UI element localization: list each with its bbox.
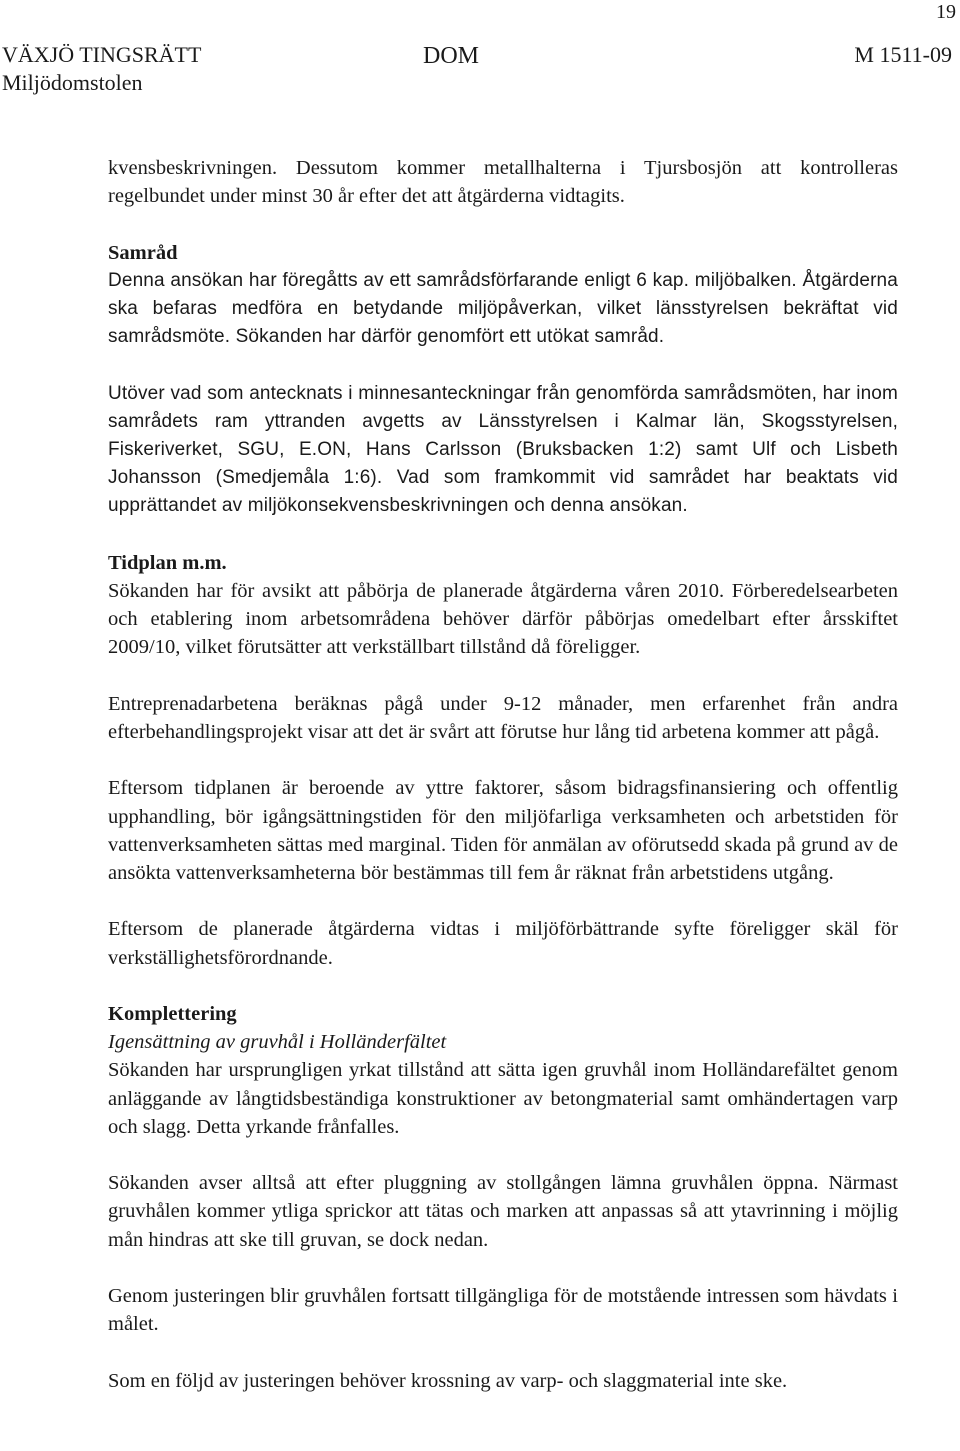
document-header <box>0 42 960 98</box>
paragraph-komplettering-4: Som en följd av justeringen behöver krossning av varp- och slaggmaterial inte ske. <box>108 1369 788 1392</box>
section-heading-tidplan: Tidplan m.m. <box>108 551 227 574</box>
paragraph-samrad-1: Denna ansökan har föregåtts av ett samrådsförfarande enligt 6 kap. miljöbalken. Åtgärderna ska befaras medföra en betydande miljöpåverkan, vilket länsstyrelsen bekräftat vid samrådsmöte. Sökanden har därför genomfört ett utökat samråd. <box>108 269 898 348</box>
sub-heading-igensattning: Igensättning av gruvhål i Holländerfältet <box>108 1031 447 1054</box>
section-heading-komplettering: Komplettering <box>108 1002 237 1025</box>
document-body <box>108 154 898 1395</box>
paragraph-tidplan-1: Sökanden har för avsikt att påbörja de planerade åtgärderna våren 2010. Förberedelsearbeten och etablering inom arbetsområdena behöver därför påbörjas omedelbart efter årsskiftet 2009/10, vilket förutsätter att verkställbart tillstånd då föreligger. <box>108 580 898 659</box>
paragraph-samrad-2: Utöver vad som antecknats i minnesanteckningar från genomförda samrådsmöten, har inom samrådets ram yttranden avgetts av Länsstyrelsen i Kalmar län, Skogsstyrelsen, Fiskeriverket, SGU, E.ON, Hans Carlsson (Bruksbacken 1:2) samt Ulf och Lisbeth Johansson (Smedjemåla 1:6). Vad som framkommit vid samrådet har beaktats vid upprättandet av miljökonsekvensbeskrivningen och denna ansökan. <box>108 382 898 517</box>
paragraph-tidplan-2: Entreprenadarbetena beräknas pågå under 9-12 månader, men erfarenhet från andra efterbehandlingsprojekt visar att det är svårt att förutse hur lång tid arbetena kommer att pågå. <box>108 692 898 743</box>
court-division: Miljödomstolen <box>2 70 143 95</box>
paragraph-tidplan-4: Eftersom de planerade åtgärderna vidtas i miljöförbättrande syfte föreligger skäl för verkställighetsförordnande. <box>108 918 898 969</box>
page-number: 19 <box>936 1 956 23</box>
paragraph-komplettering-1: Sökanden har ursprungligen yrkat tillstånd att sätta igen gruvhål inom Holländarefältet genom anläggande av långtidsbeständiga konstruktioner av betongmaterial samt omhändertagen varp och slagg. Detta yrkande frånfalles. <box>108 1059 898 1138</box>
court-name: VÄXJÖ TINGSRÄTT <box>2 42 202 67</box>
section-heading-samrad: Samråd <box>108 241 178 264</box>
paragraph-komplettering-2: Sökanden avser alltså att efter pluggning av stollgången lämna gruvhålen öppna. Närmast gruvhålen kommer ytliga sprickor att tätas och marken att anpassas så att ytavrinning i möjlig mån hindras att ske till gruvan, se dock nedan. <box>108 1172 898 1251</box>
paragraph-komplettering-3: Genom justeringen blir gruvhålen fortsatt tillgängliga för de motstående intressen som hävdats i målet. <box>108 1284 898 1336</box>
paragraph-intro: kvensbeskrivningen. Dessutom kommer metallhalterna i Tjursbosjön att kontrolleras regelbundet under minst 30 år efter det att åtgärderna vidtagits. <box>108 157 898 208</box>
case-number: M 1511-09 <box>854 42 952 67</box>
document-type: DOM <box>423 43 480 69</box>
paragraph-tidplan-3: Eftersom tidplanen är beroende av yttre faktorer, såsom bidragsfinansiering och offentlig upphandling, bör igångsättningstiden för den miljöfarliga verksamheten och arbetstiden för vattenverksamheten sättas med marginal. Tiden för anmälan av oförutsedd skada på grund av de ansökta vattenverksamheterna bör bestämmas till fem år räknat från arbetstidens utgång. <box>108 777 898 884</box>
